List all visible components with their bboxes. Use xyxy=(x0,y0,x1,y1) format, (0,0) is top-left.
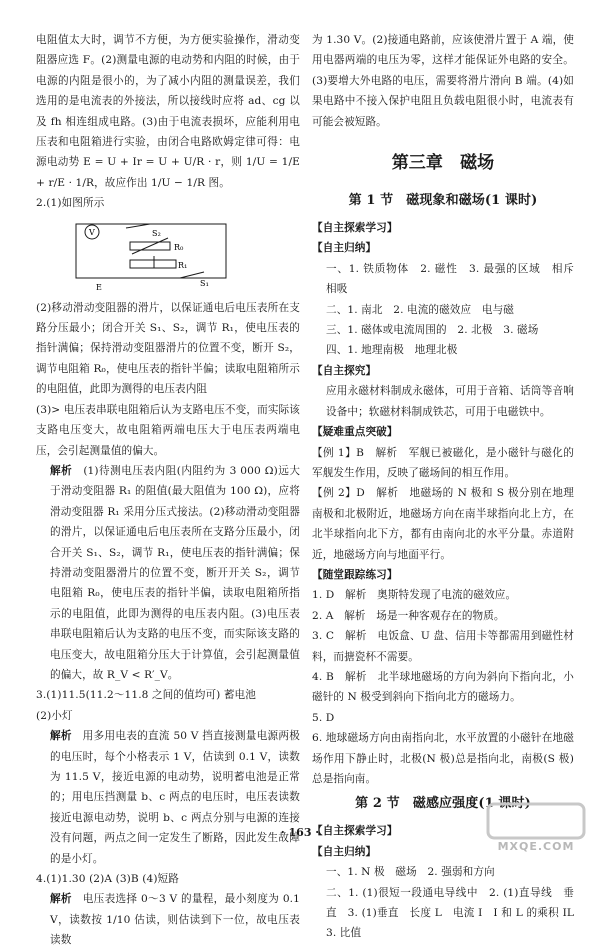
circuit-label-s1: S₁ xyxy=(200,278,209,288)
practice-answer-1: 1. D 解析 奥斯特发现了电流的磁效应。 xyxy=(312,589,517,602)
answer-line: 四、1. 地理南极 地理北极 xyxy=(326,344,458,357)
left-column xyxy=(36,30,300,951)
circuit-label-v: V xyxy=(89,227,95,237)
analysis-text: 电压表选择 0～3 V 的量程，最小刻度为 0.1 V，读数按 1/10 估读，则估读到下一位，故电压表读数 xyxy=(50,893,300,947)
heading-self-study: 【自主探索学习】 xyxy=(312,825,398,838)
circuit-label-s2: S₂ xyxy=(152,228,161,238)
circuit-label-r0: R₀ xyxy=(174,242,184,252)
heading-practice: 【随堂跟踪练习】 xyxy=(312,568,398,581)
practice-answer-3: 3. C 解析 电饭盒、U 盘、信用卡等都需用到磁性材料，而搪瓷杯不需要。 xyxy=(312,630,574,663)
heading-key-points: 【疑难重点突破】 xyxy=(312,426,398,439)
circuit-label-r1: R₁ xyxy=(178,260,188,270)
analysis-label: 解析 xyxy=(50,893,72,906)
example-2: 【例 2】D 解析 地磁场的 N 极和 S 极分别在地理南极和北极附近，地磁场方向在南半球指向北上方，在北半球指向北下方，都有由南向北的水平分量。赤道附近，地磁场方向与地面平行。 xyxy=(312,487,574,561)
answer-paragraph: 为 1.30 V。(2)接通电路前，应该使滑片置于 A 端，使用电器两端的电压为零，这样才能保证外电路的安全。(3)要增大外电路的电压，需要将滑片滑向 B 端。(4)如果电路中不接入保护电阻且负载电阻很小时，电流表有可能会被短路。 xyxy=(312,34,574,128)
answer-line: 二、1. 南北 2. 电流的磁效应 电与磁 xyxy=(326,303,514,316)
circuit-diagram xyxy=(70,220,240,292)
example-1: 【例 1】B 解析 军舰已被磁化，是小磁针与磁化的军舰发生作用，反映了磁场间的相互作用。 xyxy=(312,446,574,479)
analysis-text: 用多用电表的直流 50 V 挡直接测量电源两极的电压时，每个小格表示 1 V，估读到 0.1 V，读数为 11.5 V，接近电源的电动势，说明蓄电池是正常的；用电压挡测量 b、c 两点的电压时，电压表读数接近电源电动势，说明 b、c 两点分别与电源的连接没有问题，两点之间一定发生了断路，因此发生故障的是小灯。 xyxy=(50,730,300,865)
question-2-part-3: (3)> 电压表串联电阻箱后认为支路电压不变，而实际该支路电压变大，故电阻箱两端电压大于电压表两端电压，会引起测量值的偏大。 xyxy=(36,403,300,457)
practice-answer-5: 5. D xyxy=(312,711,335,724)
heading-explore: 【自主探究】 xyxy=(312,364,377,377)
analysis-label: 解析 xyxy=(50,464,73,477)
answer-paragraph: 电阻值太大时，调节不方便，为方便实验操作，滑动变阻器应选 F。(2)测量电源的电动势和内阻的时候，由于电源的内阻是很小的，为了减小内阻的测量误差，我们选用的是电流表的外接法，所以接线时应将 ad、cg 以及 fh 相连组成电路。(3)由于电流表损坏，应能利用电压表和电阻箱进行实验，由闭合电路欧姆定律可得：电源电动势 E = U + Ir = U + U/R · r，则 1/U = 1/E + r/E · 1/R，故应作出 1/U − 1/R 图。 xyxy=(36,34,300,189)
analysis-label: 解析 xyxy=(50,730,72,743)
heading-summary: 【自主归纳】 xyxy=(312,845,377,858)
answer-line: 一、1. N 极 磁场 2. 强弱和方向 xyxy=(326,866,495,879)
practice-answer-4: 4. B 解析 北半球地磁场的方向为斜向下指向北，小磁针的 N 极受到斜向下指向北方的磁场力。 xyxy=(312,670,574,704)
heading-summary: 【自主归纳】 xyxy=(312,242,377,255)
practice-answer-2: 2. A 解析 场是一种客观存在的物质。 xyxy=(312,609,505,622)
question-3-part-1: 3.(1)11.5(11.2～11.8 之间的值均可) 蓄电池 xyxy=(36,689,256,702)
circuit-label-e: E xyxy=(96,282,102,292)
answer-line: 二、1. (1)很短一段通电导线中 2. (1)直导线 垂直 3. (1)垂直 长度 L 电流 I I 和 L 的乘积 IL 3. 比值 xyxy=(326,886,585,940)
page-number: · 163 · xyxy=(280,826,320,839)
answer-line: 三、1. 磁体或电流周围的 2. 北极 3. 磁场 xyxy=(326,324,539,337)
analysis-text: (1)待测电压表内阻(内阻约为 3 000 Ω)远大于滑动变阻器 R₁ 的阻值(最大阻值为 100 Ω)，应将滑动变阻器 R₁ 采用分压式接法。(2)移动滑动变阻器的滑片，以保证通电后电压表所在支路分压最小，闭合开关 S₁、S₂，调节 R₁，使电压表的指针满偏；保持滑动变阻器滑片的位置不变，断开开关 S₂，调节电阻箱 R₀，使电压表的指针半偏，读取电阻箱所指示的电阻值，此即为测得的电压表内阻。(3)电压表串联电阻箱后认为支路的电压不变，而实际该支路的电压变大，故电阻箱分压大于计算值，会引起测量值的偏大，故 R_V < R′_V。 xyxy=(50,464,301,681)
question-3-part-2: (2)小灯 xyxy=(36,709,73,722)
watermark-text: MXQE.COM xyxy=(497,840,575,853)
chapter-title: 第三章 磁场 xyxy=(391,153,495,174)
practice-answer-6: 6. 地球磁场方向由南指向北，水平放置的小磁针在地磁场作用下静止时，北极(N 极)总是指向北，南极(S 极)总是指向南。 xyxy=(312,732,574,785)
answer-line: 一、1. 铁质物体 2. 磁性 3. 最强的区域 相斥 相吸 xyxy=(326,262,585,296)
section-title: 第 1 节 磁现象和磁场(1 课时) xyxy=(348,193,538,209)
explore-text: 应用永磁材料制成永磁体，可用于音箱、话筒等音响设备中；软磁材料制成铁芯，可用于电磁铁中。 xyxy=(326,385,574,418)
question-2-part-1: 2.(1)如图所示 xyxy=(36,197,105,210)
question-2-part-2: (2)移动滑动变阻器的滑片，以保证通电后电压表所在支路分压最小；闭合开关 S₁、S₂，调节 R₁，使电压表的指针满偏；保持滑动变阻器滑片的位置不变，断开 S₂，调节电阻箱 R₀，使电压表的指针半偏；读取电阻箱所示的电阻值，此即为测得的电压表内阻 xyxy=(36,301,300,396)
heading-self-study: 【自主探索学习】 xyxy=(312,222,398,235)
section-title: 第 2 节 磁感应强度(1 课时) xyxy=(355,796,531,812)
question-4-part-1: 4.(1)1.30 (2)A (3)B (4)短路 xyxy=(36,873,179,886)
